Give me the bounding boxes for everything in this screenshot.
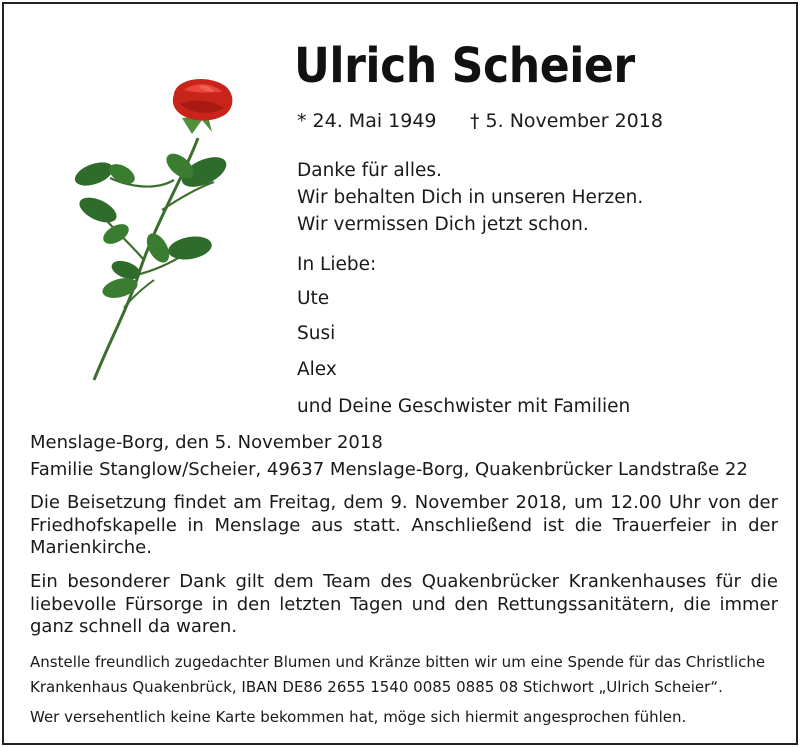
donation-line-1: Anstelle freundlich zugedachter Blumen und Kränze bitten wir um eine Spende für das Christliche — [30, 653, 766, 671]
mourners-family: und Deine Geschwister mit Familien — [297, 396, 631, 417]
closing-note: Wer versehentlich keine Karte bekommen hat, möge sich hiermit angesprochen fühlen. — [30, 708, 687, 726]
family-address: Familie Stanglow/Scheier, 49637 Menslage-Borg, Quakenbrücker Landstraße 22 — [30, 459, 748, 480]
donation-line-2: Krankenhaus Quakenbrück, IBAN DE86 2655 1540 0085 0885 08 Stichwort „Ulrich Scheier“. — [30, 678, 723, 696]
mourner-name-1: Ute — [297, 288, 330, 309]
poem-line-3: Wir vermissen Dich jetzt schon. — [297, 214, 589, 235]
death-date: † 5. November 2018 — [470, 110, 663, 132]
rose-illustration — [62, 70, 242, 390]
birth-date: * 24. Mai 1949 — [297, 110, 437, 132]
poem-line-2: Wir behalten Dich in unseren Herzen. — [297, 187, 644, 208]
mourners-intro: In Liebe: — [297, 254, 377, 275]
mourner-name-2: Susi — [297, 323, 336, 344]
mourner-name-3: Alex — [297, 359, 337, 380]
place-date: Menslage-Borg, den 5. November 2018 — [30, 432, 383, 453]
poem-line-1: Danke für alles. — [297, 160, 442, 181]
deceased-name: Ulrich Scheier — [294, 38, 635, 94]
thanks-text: Ein besonderer Dank gilt dem Team des Quakenbrücker Krankenhauses für die liebevolle Fürsorge in den letzten Tagen und den Rettungssanitätern, die immer ganz schnell da waren. — [30, 571, 778, 637]
funeral-info: Die Beisetzung findet am Freitag, dem 9. November 2018, um 12.00 Uhr von der Friedhofskapelle in Menslage aus statt. Anschließend ist die Trauerfeier in der Marienkirche. — [30, 492, 778, 558]
